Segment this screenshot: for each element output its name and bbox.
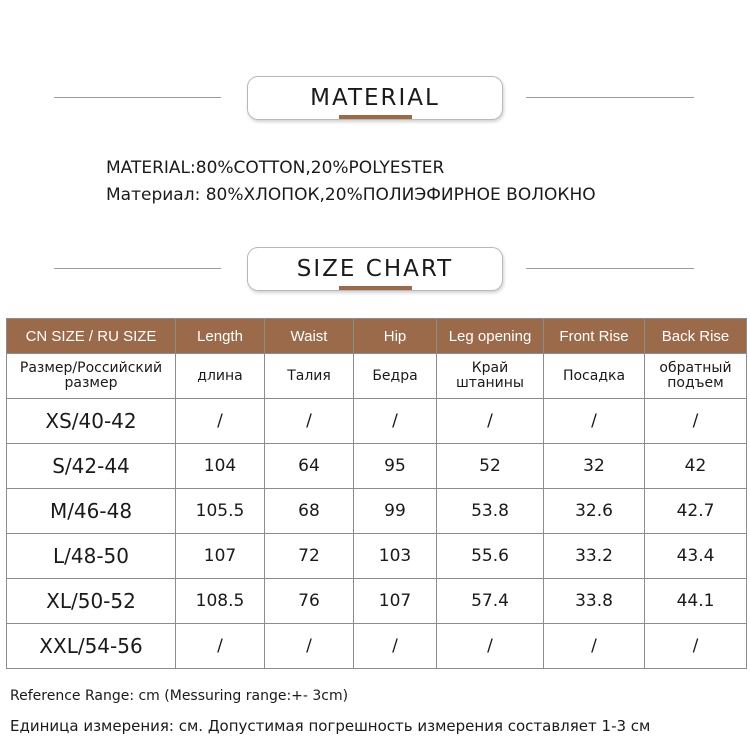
header-hip-ru: Бедра <box>354 354 437 399</box>
header-back-rise: Back Rise <box>645 319 747 354</box>
cell-size: M/46-48 <box>7 489 176 534</box>
cell-leg-opening: / <box>437 624 544 669</box>
header-size-ru: Размер/Российский размер <box>7 354 176 399</box>
table-row <box>7 399 747 444</box>
table-row <box>7 624 747 669</box>
cell-front-rise: 32.6 <box>544 489 645 534</box>
material-ru-value: 80%ХЛОПОК,20%ПОЛИЭФИРНОЕ ВОЛОКНО <box>205 185 596 205</box>
material-en-value: 80%COTTON,20%POLYESTER <box>195 158 445 178</box>
cell-waist: / <box>265 399 354 444</box>
cell-waist: 76 <box>265 579 354 624</box>
cell-back-rise: 43.4 <box>645 534 747 579</box>
material-en-label: MATERIAL: <box>106 158 196 178</box>
header-front-rise: Front Rise <box>544 319 645 354</box>
header-length-ru: длина <box>176 354 265 399</box>
cell-size: L/48-50 <box>7 534 176 579</box>
cell-hip: 95 <box>354 444 437 489</box>
cell-hip: 99 <box>354 489 437 534</box>
cell-leg-opening: 53.8 <box>437 489 544 534</box>
header-row-en <box>7 319 747 354</box>
cell-waist: 68 <box>265 489 354 534</box>
header-length: Length <box>176 319 265 354</box>
cell-size: XS/40-42 <box>7 399 176 444</box>
table-row <box>7 534 747 579</box>
cell-leg-opening: 55.6 <box>437 534 544 579</box>
cell-size: XXL/54-56 <box>7 624 176 669</box>
header-waist: Waist <box>265 319 354 354</box>
header-leg-opening-ru: Край штанины <box>437 354 544 399</box>
divider-right <box>526 97 694 98</box>
material-section-title <box>247 76 503 120</box>
cell-front-rise: / <box>544 399 645 444</box>
header-size: CN SIZE / RU SIZE <box>7 319 176 354</box>
cell-back-rise: 44.1 <box>645 579 747 624</box>
cell-waist: / <box>265 624 354 669</box>
measurement-unit-note-ru: Единица измерения: см. Допустимая погрешность измерения составляет 1-3 см <box>10 717 651 735</box>
cell-length: / <box>176 624 265 669</box>
material-ru <box>106 185 596 205</box>
table-row <box>7 444 747 489</box>
material-title-underline <box>339 115 412 119</box>
header-front-rise-ru: Посадка <box>544 354 645 399</box>
cell-length: 108.5 <box>176 579 265 624</box>
cell-leg-opening: / <box>437 399 544 444</box>
divider-left <box>54 268 221 269</box>
divider-left <box>54 97 221 98</box>
cell-front-rise: / <box>544 624 645 669</box>
cell-hip: / <box>354 624 437 669</box>
cell-front-rise: 32 <box>544 444 645 489</box>
cell-hip: 107 <box>354 579 437 624</box>
size-chart-title-underline <box>339 286 412 290</box>
cell-front-rise: 33.2 <box>544 534 645 579</box>
cell-size: S/42-44 <box>7 444 176 489</box>
cell-leg-opening: 57.4 <box>437 579 544 624</box>
cell-size: XL/50-52 <box>7 579 176 624</box>
cell-back-rise: 42 <box>645 444 747 489</box>
table-row <box>7 489 747 534</box>
size-chart-title-text: SIZE CHART <box>296 256 454 282</box>
cell-back-rise: 42.7 <box>645 489 747 534</box>
header-row-ru <box>7 354 747 399</box>
cell-length: 107 <box>176 534 265 579</box>
header-leg-opening: Leg opening <box>437 319 544 354</box>
cell-length: 105.5 <box>176 489 265 534</box>
material-en <box>106 158 444 178</box>
cell-back-rise: / <box>645 399 747 444</box>
cell-length: 104 <box>176 444 265 489</box>
cell-front-rise: 33.8 <box>544 579 645 624</box>
cell-hip: 103 <box>354 534 437 579</box>
cell-leg-opening: 52 <box>437 444 544 489</box>
cell-back-rise: / <box>645 624 747 669</box>
material-ru-label: Материал: <box>106 185 201 205</box>
reference-range-note: Reference Range: cm (Messuring range:+- 3cm) <box>10 688 349 704</box>
header-waist-ru: Талия <box>265 354 354 399</box>
size-chart-section-title <box>247 247 503 291</box>
divider-right <box>526 268 694 269</box>
cell-hip: / <box>354 399 437 444</box>
header-back-rise-ru: обратный подъем <box>645 354 747 399</box>
header-hip: Hip <box>354 319 437 354</box>
size-chart-table <box>6 318 747 669</box>
cell-length: / <box>176 399 265 444</box>
cell-waist: 72 <box>265 534 354 579</box>
material-title-text: MATERIAL <box>310 85 440 111</box>
table-row <box>7 579 747 624</box>
cell-waist: 64 <box>265 444 354 489</box>
